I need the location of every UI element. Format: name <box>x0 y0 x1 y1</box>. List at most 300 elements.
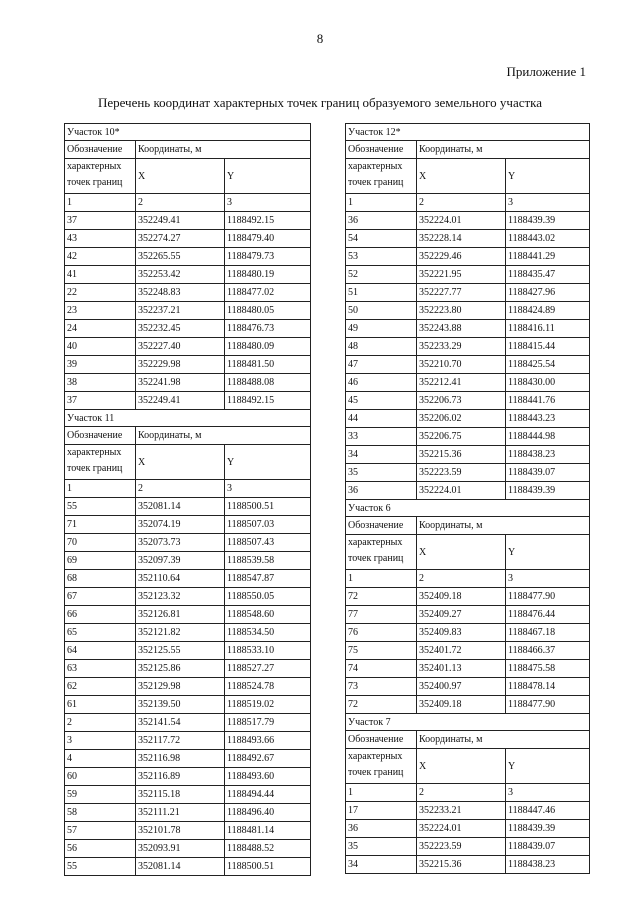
table-row <box>346 230 590 248</box>
y-coordinate: 1188424.89 <box>506 302 590 320</box>
x-coordinate: 352073.73 <box>136 534 225 552</box>
y-header: Y <box>225 445 311 480</box>
point-id: 17 <box>346 802 417 820</box>
y-coordinate: 1188441.29 <box>506 248 590 266</box>
table-row <box>346 302 590 320</box>
y-coordinate: 1188527.27 <box>225 660 311 678</box>
table-row <box>65 840 311 858</box>
point-id: 36 <box>346 820 417 838</box>
column-number: 1 <box>346 194 417 212</box>
y-coordinate: 1188477.90 <box>506 696 590 714</box>
x-coordinate: 352121.82 <box>136 624 225 642</box>
header-row <box>346 731 590 749</box>
point-id: 48 <box>346 338 417 356</box>
y-coordinate: 1188548.60 <box>225 606 311 624</box>
point-id: 49 <box>346 320 417 338</box>
x-coordinate: 352125.55 <box>136 642 225 660</box>
coordinates-header: Координаты, м <box>417 141 590 159</box>
y-header: Y <box>506 535 590 570</box>
column-number: 3 <box>506 194 590 212</box>
point-id: 66 <box>65 606 136 624</box>
table-row <box>346 356 590 374</box>
point-id: 67 <box>65 588 136 606</box>
y-coordinate: 1188447.46 <box>506 802 590 820</box>
table-row <box>65 356 311 374</box>
table-row <box>65 534 311 552</box>
y-coordinate: 1188507.43 <box>225 534 311 552</box>
designation-subheader: характерных точек границ <box>346 535 417 570</box>
point-id: 3 <box>65 732 136 750</box>
table-row <box>65 212 311 230</box>
y-coordinate: 1188481.14 <box>225 822 311 840</box>
header-row <box>65 445 311 480</box>
x-coordinate: 352233.29 <box>417 338 506 356</box>
x-coordinate: 352253.42 <box>136 266 225 284</box>
table-row <box>346 482 590 500</box>
x-coordinate: 352229.46 <box>417 248 506 266</box>
coords-table-right <box>345 123 590 874</box>
table-row <box>65 642 311 660</box>
table-row <box>65 858 311 876</box>
x-coordinate: 352116.98 <box>136 750 225 768</box>
table-row <box>346 266 590 284</box>
y-coordinate: 1188547.87 <box>225 570 311 588</box>
table-row <box>346 284 590 302</box>
coordinates-header: Координаты, м <box>136 141 311 159</box>
designation-subheader: характерных точек границ <box>346 749 417 784</box>
x-coordinate: 352223.59 <box>417 464 506 482</box>
x-coordinate: 352116.89 <box>136 768 225 786</box>
y-coordinate: 1188441.76 <box>506 392 590 410</box>
point-id: 47 <box>346 356 417 374</box>
table-row <box>346 624 590 642</box>
point-id: 74 <box>346 660 417 678</box>
y-coordinate: 1188439.39 <box>506 482 590 500</box>
table-row <box>65 498 311 516</box>
y-coordinate: 1188500.51 <box>225 858 311 876</box>
x-header: X <box>417 159 506 194</box>
table-row <box>65 552 311 570</box>
column-number: 3 <box>506 570 590 588</box>
point-id: 60 <box>65 768 136 786</box>
x-coordinate: 352206.75 <box>417 428 506 446</box>
x-coordinate: 352224.01 <box>417 820 506 838</box>
table-row <box>65 320 311 338</box>
section-block <box>346 500 590 714</box>
x-header: X <box>136 159 225 194</box>
table-row <box>346 446 590 464</box>
x-coordinate: 352081.14 <box>136 858 225 876</box>
y-coordinate: 1188480.05 <box>225 302 311 320</box>
column-number: 2 <box>136 480 225 498</box>
table-row <box>346 642 590 660</box>
x-coordinate: 352125.86 <box>136 660 225 678</box>
point-id: 71 <box>65 516 136 534</box>
table-row <box>65 588 311 606</box>
x-coordinate: 352206.02 <box>417 410 506 428</box>
coordinates-header: Координаты, м <box>417 517 590 535</box>
coordinates-header: Координаты, м <box>417 731 590 749</box>
point-id: 35 <box>346 464 417 482</box>
x-coordinate: 352224.01 <box>417 212 506 230</box>
point-id: 57 <box>65 822 136 840</box>
table-row <box>65 678 311 696</box>
point-id: 70 <box>65 534 136 552</box>
x-coordinate: 352243.88 <box>417 320 506 338</box>
y-coordinate: 1188480.19 <box>225 266 311 284</box>
table-row <box>65 374 311 392</box>
section-block <box>346 714 590 874</box>
point-id: 33 <box>346 428 417 446</box>
table-row <box>65 570 311 588</box>
section-block <box>65 410 311 876</box>
y-coordinate: 1188493.60 <box>225 768 311 786</box>
point-id: 41 <box>65 266 136 284</box>
table-row <box>65 266 311 284</box>
point-id: 43 <box>65 230 136 248</box>
table-row <box>65 786 311 804</box>
x-coordinate: 352227.40 <box>136 338 225 356</box>
y-coordinate: 1188467.18 <box>506 624 590 642</box>
y-coordinate: 1188500.51 <box>225 498 311 516</box>
table-row <box>65 804 311 822</box>
table-row <box>346 338 590 356</box>
point-id: 54 <box>346 230 417 248</box>
y-header: Y <box>506 159 590 194</box>
designation-subheader: характерных точек границ <box>65 445 136 480</box>
table-row <box>65 284 311 302</box>
header-row <box>65 141 311 159</box>
y-coordinate: 1188443.02 <box>506 230 590 248</box>
section-title: Участок 12* <box>346 124 590 141</box>
table-row <box>65 392 311 410</box>
point-id: 39 <box>65 356 136 374</box>
point-id: 58 <box>65 804 136 822</box>
x-coordinate: 352401.72 <box>417 642 506 660</box>
y-coordinate: 1188550.05 <box>225 588 311 606</box>
y-coordinate: 1188533.10 <box>225 642 311 660</box>
table-row <box>65 696 311 714</box>
section-title-row <box>65 124 311 141</box>
point-id: 40 <box>65 338 136 356</box>
point-id: 34 <box>346 446 417 464</box>
y-coordinate: 1188476.73 <box>225 320 311 338</box>
x-coordinate: 352409.18 <box>417 696 506 714</box>
header-row <box>346 535 590 570</box>
y-coordinate: 1188539.58 <box>225 552 311 570</box>
point-id: 69 <box>65 552 136 570</box>
point-id: 37 <box>65 392 136 410</box>
point-id: 64 <box>65 642 136 660</box>
x-coordinate: 352249.41 <box>136 212 225 230</box>
x-coordinate: 352227.77 <box>417 284 506 302</box>
table-row <box>346 856 590 874</box>
x-coordinate: 352265.55 <box>136 248 225 266</box>
x-coordinate: 352409.18 <box>417 588 506 606</box>
designation-header: Обозначение <box>346 517 417 535</box>
x-coordinate: 352129.98 <box>136 678 225 696</box>
x-coordinate: 352409.27 <box>417 606 506 624</box>
table-row <box>346 428 590 446</box>
point-id: 38 <box>65 374 136 392</box>
y-coordinate: 1188517.79 <box>225 714 311 732</box>
section-title: Участок 11 <box>65 410 311 427</box>
y-coordinate: 1188488.52 <box>225 840 311 858</box>
x-coordinate: 352237.21 <box>136 302 225 320</box>
x-coordinate: 352274.27 <box>136 230 225 248</box>
section-title: Участок 6 <box>346 500 590 517</box>
x-coordinate: 352101.78 <box>136 822 225 840</box>
y-coordinate: 1188496.40 <box>225 804 311 822</box>
table-row <box>65 338 311 356</box>
coords-table-left <box>64 123 311 876</box>
column-number-row <box>346 784 590 802</box>
y-coordinate: 1188415.44 <box>506 338 590 356</box>
header-row <box>65 159 311 194</box>
document-title: Перечень координат характерных точек границ образуемого земельного участка <box>97 95 543 110</box>
table-row <box>65 516 311 534</box>
y-coordinate: 1188435.47 <box>506 266 590 284</box>
coordinates-header: Координаты, м <box>136 427 311 445</box>
point-id: 52 <box>346 266 417 284</box>
y-coordinate: 1188507.03 <box>225 516 311 534</box>
y-coordinate: 1188492.15 <box>225 212 311 230</box>
x-coordinate: 352115.18 <box>136 786 225 804</box>
column-number-row <box>346 194 590 212</box>
point-id: 59 <box>65 786 136 804</box>
point-id: 24 <box>65 320 136 338</box>
y-coordinate: 1188494.44 <box>225 786 311 804</box>
column-number: 2 <box>136 194 225 212</box>
section-title-row <box>346 124 590 141</box>
x-coordinate: 352224.01 <box>417 482 506 500</box>
x-coordinate: 352215.36 <box>417 856 506 874</box>
section-title: Участок 7 <box>346 714 590 731</box>
y-header: Y <box>225 159 311 194</box>
table-row <box>346 374 590 392</box>
y-coordinate: 1188439.07 <box>506 464 590 482</box>
y-coordinate: 1188439.39 <box>506 212 590 230</box>
x-coordinate: 352093.91 <box>136 840 225 858</box>
x-header: X <box>417 749 506 784</box>
section-title-row <box>65 410 311 427</box>
point-id: 2 <box>65 714 136 732</box>
x-coordinate: 352233.21 <box>417 802 506 820</box>
x-coordinate: 352401.13 <box>417 660 506 678</box>
x-coordinate: 352248.83 <box>136 284 225 302</box>
designation-header: Обозначение <box>346 141 417 159</box>
y-coordinate: 1188492.15 <box>225 392 311 410</box>
table-row <box>346 320 590 338</box>
designation-header: Обозначение <box>346 731 417 749</box>
table-row <box>346 660 590 678</box>
table-row <box>346 696 590 714</box>
x-coordinate: 352206.73 <box>417 392 506 410</box>
point-id: 75 <box>346 642 417 660</box>
x-header: X <box>136 445 225 480</box>
y-coordinate: 1188444.98 <box>506 428 590 446</box>
point-id: 4 <box>65 750 136 768</box>
x-coordinate: 352215.36 <box>417 446 506 464</box>
x-coordinate: 352123.32 <box>136 588 225 606</box>
header-row <box>346 141 590 159</box>
y-coordinate: 1188475.58 <box>506 660 590 678</box>
x-coordinate: 352139.50 <box>136 696 225 714</box>
table-row <box>65 768 311 786</box>
x-coordinate: 352249.41 <box>136 392 225 410</box>
column-number: 1 <box>346 570 417 588</box>
y-coordinate: 1188427.96 <box>506 284 590 302</box>
point-id: 55 <box>65 498 136 516</box>
y-coordinate: 1188479.73 <box>225 248 311 266</box>
header-row <box>346 159 590 194</box>
table-row <box>346 464 590 482</box>
column-number: 2 <box>417 784 506 802</box>
column-number-row <box>65 194 311 212</box>
x-coordinate: 352221.95 <box>417 266 506 284</box>
table-row <box>346 392 590 410</box>
x-coordinate: 352210.70 <box>417 356 506 374</box>
designation-subheader: характерных точек границ <box>346 159 417 194</box>
column-number: 3 <box>506 784 590 802</box>
y-coordinate: 1188430.00 <box>506 374 590 392</box>
point-id: 77 <box>346 606 417 624</box>
point-id: 61 <box>65 696 136 714</box>
point-id: 44 <box>346 410 417 428</box>
x-header: X <box>417 535 506 570</box>
table-row <box>65 624 311 642</box>
y-coordinate: 1188479.40 <box>225 230 311 248</box>
table-row <box>346 678 590 696</box>
y-coordinate: 1188477.02 <box>225 284 311 302</box>
y-coordinate: 1188519.02 <box>225 696 311 714</box>
x-coordinate: 352081.14 <box>136 498 225 516</box>
section-title: Участок 10* <box>65 124 311 141</box>
header-row <box>346 749 590 784</box>
y-coordinate: 1188478.14 <box>506 678 590 696</box>
x-coordinate: 352228.14 <box>417 230 506 248</box>
table-row <box>65 606 311 624</box>
x-coordinate: 352117.72 <box>136 732 225 750</box>
column-number: 2 <box>417 570 506 588</box>
right-column <box>345 123 590 874</box>
left-column <box>64 123 311 876</box>
point-id: 36 <box>346 482 417 500</box>
point-id: 53 <box>346 248 417 266</box>
column-number-row <box>65 480 311 498</box>
y-coordinate: 1188481.50 <box>225 356 311 374</box>
column-number: 1 <box>65 194 136 212</box>
point-id: 22 <box>65 284 136 302</box>
table-row <box>346 410 590 428</box>
section-title-row <box>346 500 590 517</box>
y-coordinate: 1188443.23 <box>506 410 590 428</box>
x-coordinate: 352409.83 <box>417 624 506 642</box>
y-coordinate: 1188439.39 <box>506 820 590 838</box>
point-id: 34 <box>346 856 417 874</box>
column-number: 1 <box>65 480 136 498</box>
designation-header: Обозначение <box>65 141 136 159</box>
column-number: 3 <box>225 480 311 498</box>
designation-header: Обозначение <box>65 427 136 445</box>
y-coordinate: 1188477.90 <box>506 588 590 606</box>
designation-subheader: характерных точек границ <box>65 159 136 194</box>
x-coordinate: 352097.39 <box>136 552 225 570</box>
point-id: 45 <box>346 392 417 410</box>
y-coordinate: 1188488.08 <box>225 374 311 392</box>
x-coordinate: 352400.97 <box>417 678 506 696</box>
point-id: 42 <box>65 248 136 266</box>
point-id: 65 <box>65 624 136 642</box>
table-row <box>65 660 311 678</box>
point-id: 63 <box>65 660 136 678</box>
x-coordinate: 352223.80 <box>417 302 506 320</box>
table-row <box>346 802 590 820</box>
x-coordinate: 352223.59 <box>417 838 506 856</box>
y-coordinate: 1188534.50 <box>225 624 311 642</box>
table-row <box>65 732 311 750</box>
point-id: 37 <box>65 212 136 230</box>
x-coordinate: 352074.19 <box>136 516 225 534</box>
y-coordinate: 1188466.37 <box>506 642 590 660</box>
table-row <box>65 714 311 732</box>
y-coordinate: 1188492.67 <box>225 750 311 768</box>
y-coordinate: 1188480.09 <box>225 338 311 356</box>
point-id: 36 <box>346 212 417 230</box>
x-coordinate: 352111.21 <box>136 804 225 822</box>
x-coordinate: 352229.98 <box>136 356 225 374</box>
point-id: 72 <box>346 588 417 606</box>
point-id: 56 <box>65 840 136 858</box>
point-id: 23 <box>65 302 136 320</box>
point-id: 51 <box>346 284 417 302</box>
column-number-row <box>346 570 590 588</box>
section-block <box>65 124 311 410</box>
table-row <box>346 820 590 838</box>
table-row <box>65 230 311 248</box>
table-row <box>65 302 311 320</box>
point-id: 72 <box>346 696 417 714</box>
y-coordinate: 1188438.23 <box>506 856 590 874</box>
x-coordinate: 352126.81 <box>136 606 225 624</box>
y-coordinate: 1188493.66 <box>225 732 311 750</box>
x-coordinate: 352232.45 <box>136 320 225 338</box>
point-id: 62 <box>65 678 136 696</box>
y-coordinate: 1188476.44 <box>506 606 590 624</box>
table-row <box>346 838 590 856</box>
section-title-row <box>346 714 590 731</box>
y-header: Y <box>506 749 590 784</box>
point-id: 35 <box>346 838 417 856</box>
y-coordinate: 1188425.54 <box>506 356 590 374</box>
point-id: 50 <box>346 302 417 320</box>
section-block <box>346 124 590 500</box>
page-number: 8 <box>316 31 324 46</box>
y-coordinate: 1188524.78 <box>225 678 311 696</box>
point-id: 68 <box>65 570 136 588</box>
y-coordinate: 1188439.07 <box>506 838 590 856</box>
table-row <box>346 588 590 606</box>
point-id: 46 <box>346 374 417 392</box>
point-id: 73 <box>346 678 417 696</box>
x-coordinate: 352110.64 <box>136 570 225 588</box>
table-row <box>346 606 590 624</box>
table-row <box>65 248 311 266</box>
header-row <box>65 427 311 445</box>
point-id: 76 <box>346 624 417 642</box>
table-row <box>346 248 590 266</box>
y-coordinate: 1188438.23 <box>506 446 590 464</box>
